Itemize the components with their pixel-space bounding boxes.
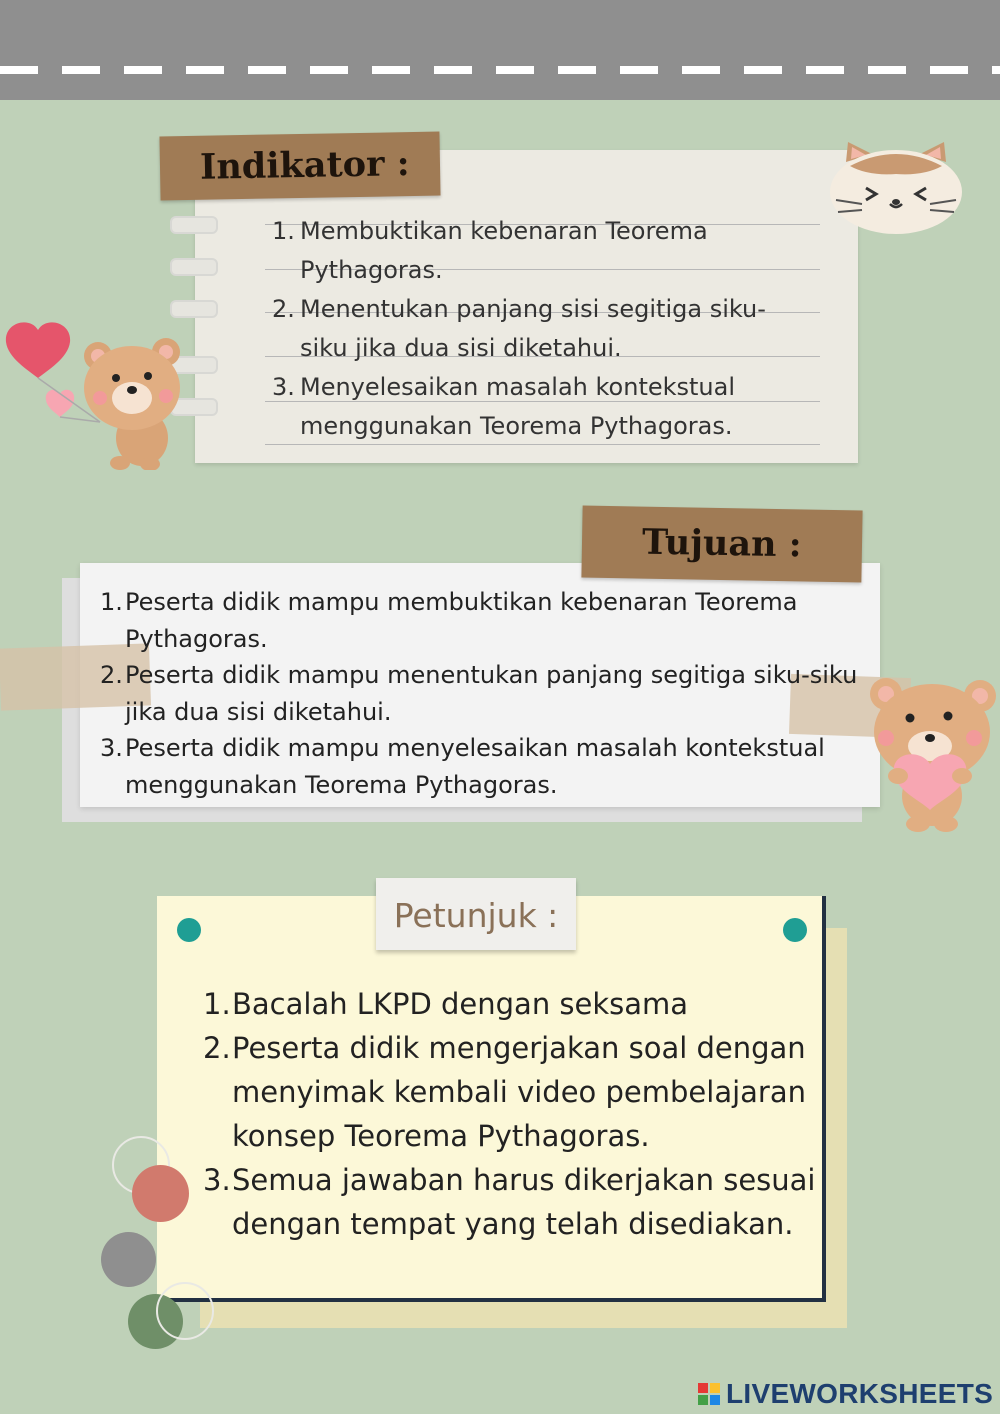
item-text: Bacalah LKPD dengan seksama bbox=[232, 987, 689, 1021]
list-item bbox=[268, 368, 813, 446]
brand-text: LIVEWORKSHEETS bbox=[726, 1378, 994, 1409]
indikator-title: Indikator : bbox=[159, 132, 440, 201]
decor-circle-outline bbox=[156, 1282, 214, 1340]
item-number: 2. bbox=[100, 661, 123, 689]
list-item bbox=[200, 982, 820, 1026]
decor-circle-grey bbox=[101, 1232, 156, 1287]
spiral-ring bbox=[170, 258, 218, 276]
pin-icon bbox=[783, 918, 807, 942]
tujuan-list bbox=[98, 584, 858, 803]
petunjuk-list bbox=[200, 982, 820, 1246]
liveworksheets-logo-icon bbox=[698, 1383, 720, 1405]
list-item bbox=[98, 657, 858, 730]
item-number: 3. bbox=[272, 373, 295, 401]
item-text: Menentukan panjang sisi segitiga siku-siku jika dua sisi diketahui. bbox=[300, 295, 766, 362]
list-item bbox=[200, 1158, 820, 1246]
item-text: Peserta didik mengerjakan soal dengan menyimak kembali video pembelajaran konsep Teorema Pythagoras. bbox=[232, 1031, 806, 1153]
indikator-list bbox=[268, 212, 813, 446]
tujuan-title: Tujuan : bbox=[581, 506, 862, 583]
item-text: Peserta didik mampu menentukan panjang segitiga siku-siku jika dua sisi diketahui. bbox=[125, 661, 858, 726]
bear-with-balloons-icon bbox=[0, 318, 190, 470]
item-text: Menyelesaikan masalah kontekstual menggunakan Teorema Pythagoras. bbox=[300, 373, 736, 440]
item-text: Peserta didik mampu membuktikan kebenaran Teorema Pythagoras. bbox=[125, 588, 798, 653]
item-text: Semua jawaban harus dikerjakan sesuai dengan tempat yang telah disediakan. bbox=[232, 1163, 816, 1241]
item-number: 1. bbox=[272, 217, 295, 245]
bear-with-heart-icon bbox=[862, 668, 1000, 834]
list-item bbox=[200, 1026, 820, 1158]
spiral-ring bbox=[170, 216, 218, 234]
road-stripe bbox=[0, 66, 1000, 74]
pin-icon bbox=[177, 918, 201, 942]
item-number: 2. bbox=[203, 1031, 231, 1065]
list-item bbox=[98, 730, 858, 803]
item-number: 2. bbox=[272, 295, 295, 323]
item-number: 1. bbox=[203, 987, 231, 1021]
list-item bbox=[268, 290, 813, 368]
item-number: 3. bbox=[100, 734, 123, 762]
spiral-ring bbox=[170, 300, 218, 318]
road-header bbox=[0, 0, 1000, 100]
list-item bbox=[98, 584, 858, 657]
item-number: 3. bbox=[203, 1163, 231, 1197]
decor-circle-red bbox=[132, 1165, 189, 1222]
list-item bbox=[268, 212, 813, 290]
item-text: Membuktikan kebenaran Teorema Pythagoras. bbox=[300, 217, 708, 284]
petunjuk-title: Petunjuk : bbox=[376, 878, 576, 950]
item-number: 1. bbox=[100, 588, 123, 616]
liveworksheets-logo[interactable] bbox=[698, 1377, 993, 1411]
cat-face-icon bbox=[826, 136, 966, 240]
item-text: Peserta didik mampu menyelesaikan masalah kontekstual menggunakan Teorema Pythagoras. bbox=[125, 734, 825, 799]
